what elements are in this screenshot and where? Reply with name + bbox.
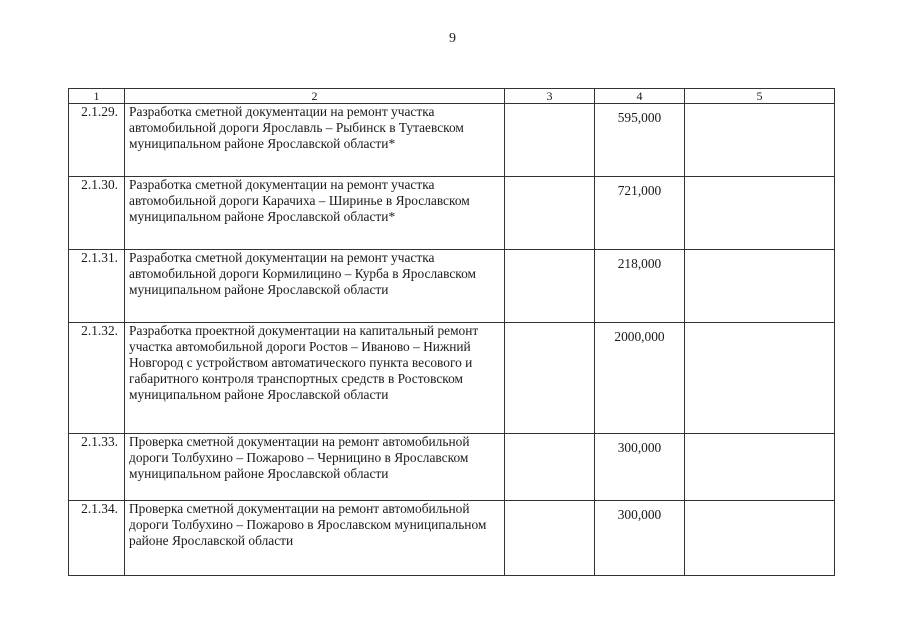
row-amount-cell: 2000,000	[595, 323, 685, 434]
table-row	[69, 104, 835, 177]
column-header-2: 2	[125, 89, 505, 104]
row-col5-cell	[685, 323, 835, 434]
row-amount-cell: 721,000	[595, 177, 685, 250]
row-amount-cell: 300,000	[595, 434, 685, 501]
row-amount-cell: 595,000	[595, 104, 685, 177]
row-col5-cell	[685, 250, 835, 323]
table-row	[69, 250, 835, 323]
row-number-cell: 2.1.30.	[69, 177, 125, 250]
row-amount-cell: 218,000	[595, 250, 685, 323]
column-header-4: 4	[595, 89, 685, 104]
row-number-cell: 2.1.29.	[69, 104, 125, 177]
row-col3-cell	[505, 250, 595, 323]
column-header-5: 5	[685, 89, 835, 104]
row-description-cell: Разработка сметной документации на ремонт участка автомобильной дороги Ярославль – Рыбинск в Тутаевском муниципальном районе Ярославской области*	[125, 104, 505, 177]
column-header-1: 1	[69, 89, 125, 104]
budget-table	[68, 88, 835, 576]
row-number-cell: 2.1.31.	[69, 250, 125, 323]
row-col5-cell	[685, 177, 835, 250]
row-col5-cell	[685, 104, 835, 177]
row-number-cell: 2.1.32.	[69, 323, 125, 434]
row-col3-cell	[505, 104, 595, 177]
table-row	[69, 501, 835, 576]
row-col3-cell	[505, 501, 595, 576]
row-number-cell: 2.1.34.	[69, 501, 125, 576]
row-col3-cell	[505, 177, 595, 250]
row-description-cell: Проверка сметной документации на ремонт автомобильной дороги Толбухино – Пожарово – Черницино в Ярославском муниципальном районе Ярославской области	[125, 434, 505, 501]
row-number-cell: 2.1.33.	[69, 434, 125, 501]
table-row	[69, 323, 835, 434]
row-col5-cell	[685, 501, 835, 576]
table-header-row	[69, 89, 835, 104]
row-description-cell: Проверка сметной документации на ремонт автомобильной дороги Толбухино – Пожарово в Ярославском муниципальном районе Ярославской области	[125, 501, 505, 576]
row-description-cell: Разработка проектной документации на капитальный ремонт участка автомобильной дороги Ростов – Иваново – Нижний Новгород с устройством автоматического пункта весового и габаритного контроля транспортных средств в Ростовском муниципальном районе Ярославской области	[125, 323, 505, 434]
table-row	[69, 177, 835, 250]
column-header-3: 3	[505, 89, 595, 104]
table-row	[69, 434, 835, 501]
row-col3-cell	[505, 434, 595, 501]
row-amount-cell: 300,000	[595, 501, 685, 576]
page-number: 9	[449, 31, 456, 46]
row-description-cell: Разработка сметной документации на ремонт участка автомобильной дороги Карачиха – Ширинье в Ярославском муниципальном районе Ярославской области*	[125, 177, 505, 250]
row-col3-cell	[505, 323, 595, 434]
row-col5-cell	[685, 434, 835, 501]
row-description-cell: Разработка сметной документации на ремонт участка автомобильной дороги Кормилицино – Курба в Ярославском муниципальном районе Ярославской области	[125, 250, 505, 323]
